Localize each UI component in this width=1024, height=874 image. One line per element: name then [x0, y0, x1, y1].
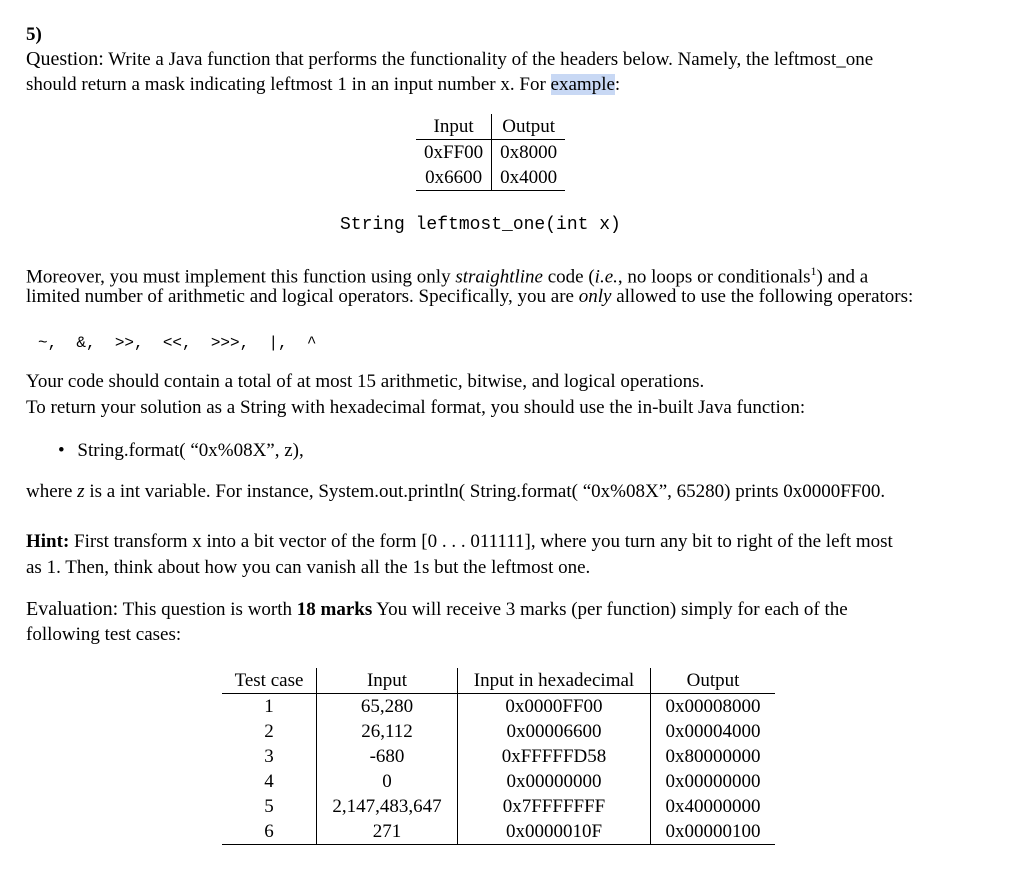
header-test-case: Test case — [222, 668, 317, 694]
table-cell: 2,147,483,647 — [317, 794, 458, 819]
table-cell: 5 — [222, 794, 317, 819]
table-cell: 0x8000 — [500, 142, 558, 163]
table-cell: 0xFF00 — [416, 140, 492, 166]
table-cell: 0x00008000 — [665, 696, 761, 717]
table-cell: 0x0000010F — [458, 819, 651, 845]
table-cell: 0x6600 — [416, 165, 492, 191]
marks-bold: 18 marks — [296, 599, 373, 620]
question-text-2-suffix: : — [614, 74, 621, 95]
where-text: where — [26, 481, 78, 502]
table-cell: 0x00000100 — [651, 819, 776, 845]
table-row — [222, 794, 775, 819]
bullet-text: String.format( “0x%08X”, z), — [77, 440, 304, 461]
question-text-2: should return a mask indicating leftmost 1 in an input number x. For — [26, 74, 551, 95]
table-row — [222, 719, 775, 744]
emphasis-only: only — [578, 286, 612, 307]
variable-z: z — [77, 481, 85, 502]
evaluation-text: This question is worth — [118, 599, 297, 620]
table-cell: 0 — [317, 769, 458, 794]
example-table-header — [416, 114, 565, 140]
table-row — [222, 769, 775, 794]
hint-line-1 — [26, 529, 893, 555]
bullet-item — [58, 438, 304, 464]
table-cell: 4 — [222, 769, 317, 794]
table-cell: 0x4000 — [492, 165, 566, 191]
hint-text: First transform x into a bit vector of the form [0 . . . 011111], where you turn any bit to right of the left most — [69, 531, 893, 552]
moreover-text: ) and a — [816, 266, 869, 288]
question-line-2 — [26, 72, 620, 98]
table-cell: 3 — [222, 744, 317, 769]
evaluation-text: You will receive 3 marks (per function) simply for each of the — [372, 599, 848, 620]
hint-label: Hint: — [26, 531, 70, 552]
moreover-text: , no loops or conditionals — [617, 266, 811, 288]
table-cell: 65,280 — [317, 694, 458, 720]
operators-list: ~, &, >>, <<, >>>, |, ^ — [38, 334, 317, 352]
table-cell: 0xFFFFFD58 — [458, 744, 651, 769]
table-cell: 1 — [222, 694, 317, 720]
table-cell: 0x80000000 — [665, 746, 761, 767]
question-text-1: Write a Java function that performs the functionality of the headers below. Namely, the leftmost_one — [103, 49, 874, 70]
table-row — [222, 819, 775, 845]
table-row — [222, 694, 775, 720]
table-cell: 0x00000000 — [458, 769, 651, 794]
selected-word[interactable]: example — [550, 74, 615, 95]
table-cell: 0x00006600 — [458, 719, 651, 744]
table-cell: 0x7FFFFFFF — [458, 794, 651, 819]
bullet-icon: • — [58, 440, 65, 461]
hint-line-2: as 1. Then, think about how you can vanish all the 1s but the leftmost one. — [26, 557, 591, 578]
emphasis-straightline: straightline — [455, 266, 543, 288]
moreover-text: allowed to use the following operators: — [611, 286, 914, 307]
return-format-text: To return your solution as a String with hexadecimal format, you should use the in-built Java function: — [26, 397, 806, 418]
evaluation-line-2: following test cases: — [26, 624, 182, 645]
emphasis-ie: i.e. — [594, 266, 618, 288]
table-cell: 271 — [317, 819, 458, 845]
table-cell: 2 — [222, 719, 317, 744]
moreover-text: Moreover, you must implement this function using only — [26, 266, 456, 288]
moreover-text: code ( — [542, 266, 595, 288]
operation-limit-text: Your code should contain a total of at most 15 arithmetic, bitwise, and logical operations. — [26, 371, 705, 392]
example-header-output: Output — [492, 114, 566, 140]
table-cell: 0x00004000 — [665, 721, 761, 742]
table-row — [222, 744, 775, 769]
header-input: Input — [317, 668, 458, 694]
table-row — [416, 140, 565, 166]
moreover-text: limited number of arithmetic and logical operators. Specifically, you are — [26, 286, 579, 307]
question-label: Question: — [26, 48, 104, 70]
table-cell: 0x00000000 — [665, 771, 761, 792]
example-table — [416, 114, 565, 191]
footnote-marker: 1 — [810, 264, 817, 278]
question-number: 5) — [26, 24, 42, 45]
test-table-header — [222, 668, 775, 694]
test-cases-table — [222, 668, 775, 845]
table-cell: 6 — [222, 819, 317, 845]
evaluation-line-1 — [26, 596, 848, 623]
function-signature: String leftmost_one(int x) — [340, 215, 621, 235]
example-header-input: Input — [416, 114, 492, 140]
where-text: is a int variable. For instance, System.out.println( String.format( “0x%08X”, 65280) prints 0x0000FF00. — [84, 481, 886, 502]
header-output: Output — [651, 668, 776, 694]
table-row — [416, 165, 565, 191]
question-line-1 — [26, 46, 873, 73]
header-input-hex: Input in hexadecimal — [458, 668, 651, 694]
table-cell: 0x40000000 — [665, 796, 761, 817]
table-cell: -680 — [317, 744, 458, 769]
table-cell: 0x0000FF00 — [458, 694, 651, 720]
moreover-line-2 — [26, 284, 913, 310]
table-cell: 26,112 — [317, 719, 458, 744]
evaluation-label: Evaluation: — [26, 598, 119, 620]
where-line — [26, 479, 885, 505]
